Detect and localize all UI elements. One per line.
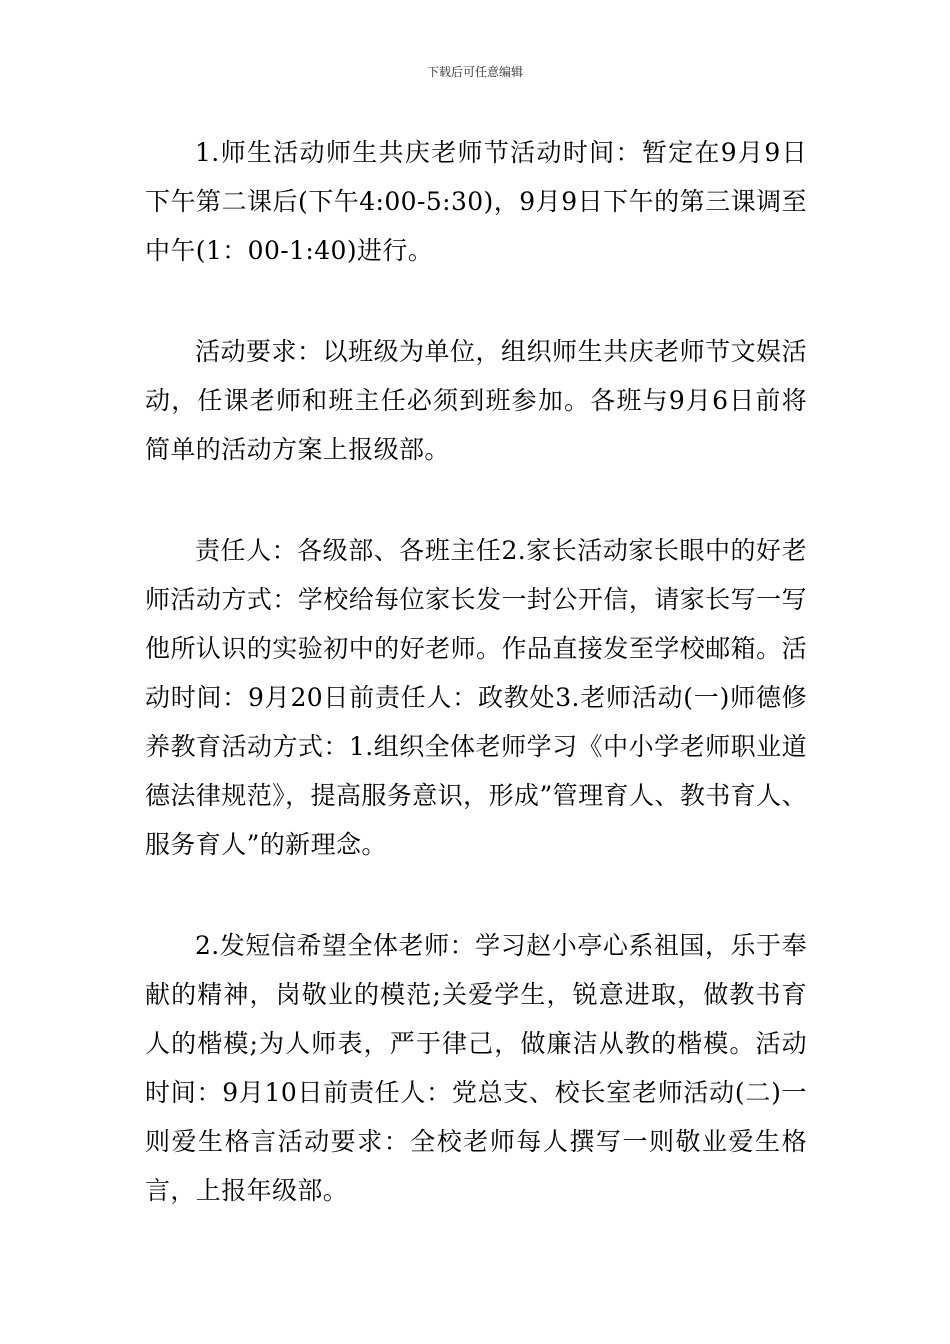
- paragraph-teacher-student-activity: 1.师生活动师生共庆老师节活动时间：暂定在9月9日下午第二课后(下午4:00-5:30)，9月9日下午的第三课调至中午(1：00-1:40)进行。: [145, 138, 807, 265]
- paragraph-responsible-persons: 责任人：各级部、各班主任2.家长活动家长眼中的好老师活动方式：学校给每位家长发一封公开信，请家长写一写他所认识的实验初中的好老师。作品直接发至学校邮箱。活动时间：9月20日前责任人：政教处3.老师活动(一)师德修养教育活动方式：1.组织全体老师学习《中小学老师职业道德法律规范》，提高服务意识，形成”管理育人、教书育人、服务育人”的新理念。: [145, 536, 807, 859]
- page-header: 下载后可任意编辑: [426, 65, 523, 79]
- document-body: [145, 128, 807, 1267]
- paragraph-activity-requirements: 活动要求：以班级为单位，组织师生共庆老师节文娱活动，任课老师和班主任必须到班参加。各班与9月6日前将简单的活动方案上报级部。: [145, 337, 807, 464]
- paragraph-sms-and-motto: 2.发短信希望全体老师：学习赵小亭心系祖国，乐于奉献的精神，岗敬业的模范;关爱学生，锐意进取，做教书育人的楷模;为人师表，严于律己，做廉洁从教的楷模。活动时间：9月10日前责任人：党总支、校长室老师活动(二)一则爱生格言活动要求：全校老师每人撰写一则敬业爱生格言，上报年级部。: [145, 931, 807, 1205]
